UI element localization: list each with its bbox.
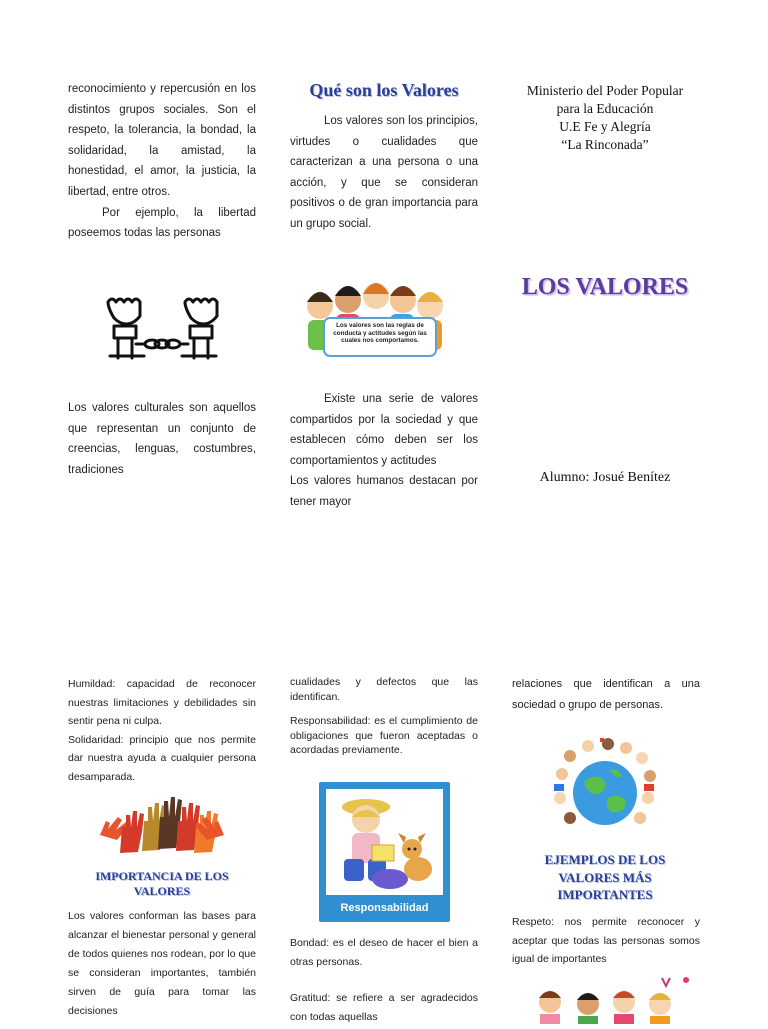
children-speech-text: Los valores son las reglas de conducta y actitudes según las cuales nos comportamos. — [333, 322, 427, 344]
what-are-values-heading: Qué son los Valores — [309, 80, 459, 100]
responsibility-card — [319, 782, 450, 922]
children-values-image — [290, 276, 462, 368]
paragraph-respect: Respeto: nos permite reconocer y aceptar que todas las personas somos igual de importantes — [512, 916, 700, 965]
respect-text — [512, 913, 700, 969]
paragraph-qualities: cualidades y defectos que las identifican. — [290, 676, 478, 703]
document-title: LOS VALORES — [521, 274, 689, 300]
paragraph-cultural-values: Los valores culturales son aquellos que representan un conjunto de creencias, lenguas, costumbres, tradiciones — [68, 402, 256, 476]
paragraph-kindness: Bondad: es el deseo de hacer el bien a otras personas. — [290, 937, 478, 968]
relations-text — [512, 674, 700, 715]
student-name: Alumno: Josué Benítez — [539, 470, 671, 485]
importance-text — [68, 907, 256, 1021]
paragraph-responsibility: Responsabilidad: es el cumplimiento de obligaciones que fueron aceptadas o acordadas previamente. — [290, 715, 478, 756]
globe-with-children-icon — [548, 738, 663, 838]
paragraph-freedom: Por ejemplo, la libertad poseemos todas las personas — [68, 206, 256, 240]
paragraph-importance: Los valores conforman las bases para alcanzar el bienestar personal y general de todos quienes nos rodean, por lo que se consideran importantes, también sirven de guía para tomar las decisiones — [68, 910, 256, 1017]
cultural-values-text — [68, 398, 256, 480]
school-line: U.E Fe y Alegría — [559, 119, 651, 134]
chained-fists-image — [100, 292, 225, 372]
ministry-line-1: Ministerio del Poder Popular — [526, 83, 684, 98]
child-with-dog-icon — [326, 789, 443, 895]
ministry-header — [508, 82, 702, 154]
children-group-icon — [290, 276, 462, 368]
values-definition-text — [290, 111, 478, 235]
examples-heading: EJEMPLOS DE LOS VALORES MÁS IMPORTANTES — [544, 852, 666, 902]
top-col1-text — [68, 79, 256, 244]
children-bottom-image — [510, 974, 700, 1024]
kindness-text — [290, 934, 478, 1026]
paragraph-solidarity: Solidaridad: principio que nos permite dar nuestra ayuda a cualquier persona desamparada. — [68, 733, 256, 783]
children-row-icon — [510, 974, 700, 1024]
responsibility-illustration — [326, 789, 443, 895]
paragraph-gratitude: Gratitud: se refiere a ser agradecidos con todas aquellas — [290, 992, 478, 1023]
importance-heading: IMPORTANCIA DE LOS VALORES — [95, 869, 229, 898]
paragraph-shared-values: Existe una serie de valores compartidos por la sociedad y que establecen cómo deben ser los comportamientos y actitudes — [290, 393, 478, 467]
paragraph-definition: Los valores son los principios, virtudes o cualidades que caracterizan a una persona o una acción, y que se consideran positivos o de gran importancia para un grupo social. — [290, 115, 478, 230]
shared-values-text — [290, 389, 478, 513]
broken-chain-fists-icon — [100, 292, 225, 372]
ministry-line-2: para la Educación — [556, 101, 654, 116]
paragraph-relations: relaciones que identifican a una sociedad o grupo de personas. — [512, 678, 700, 711]
paragraph-human-values: Los valores humanos destacan por tener mayor — [290, 475, 478, 508]
school-name-line: “La Rinconada” — [561, 137, 649, 152]
responsibility-caption: Responsabilidad — [340, 902, 429, 914]
qualities-text — [290, 675, 478, 758]
paragraph-humility: Humildad: capacidad de reconocer nuestras limitaciones y debilidades sin sentir pena ni culpa. — [68, 678, 256, 727]
humility-solidarity-text — [68, 675, 256, 786]
paragraph-values-list: reconocimiento y repercusión en los distintos grupos sociales. Son el respeto, la tolerancia, la bondad, la solidaridad, la amistad, la honestidad, el amor, la justicia, la libertad, entre otros. — [68, 83, 256, 198]
globe-children-image — [548, 738, 663, 838]
raised-hands-icon — [96, 795, 228, 857]
raised-hands-image — [96, 795, 228, 857]
